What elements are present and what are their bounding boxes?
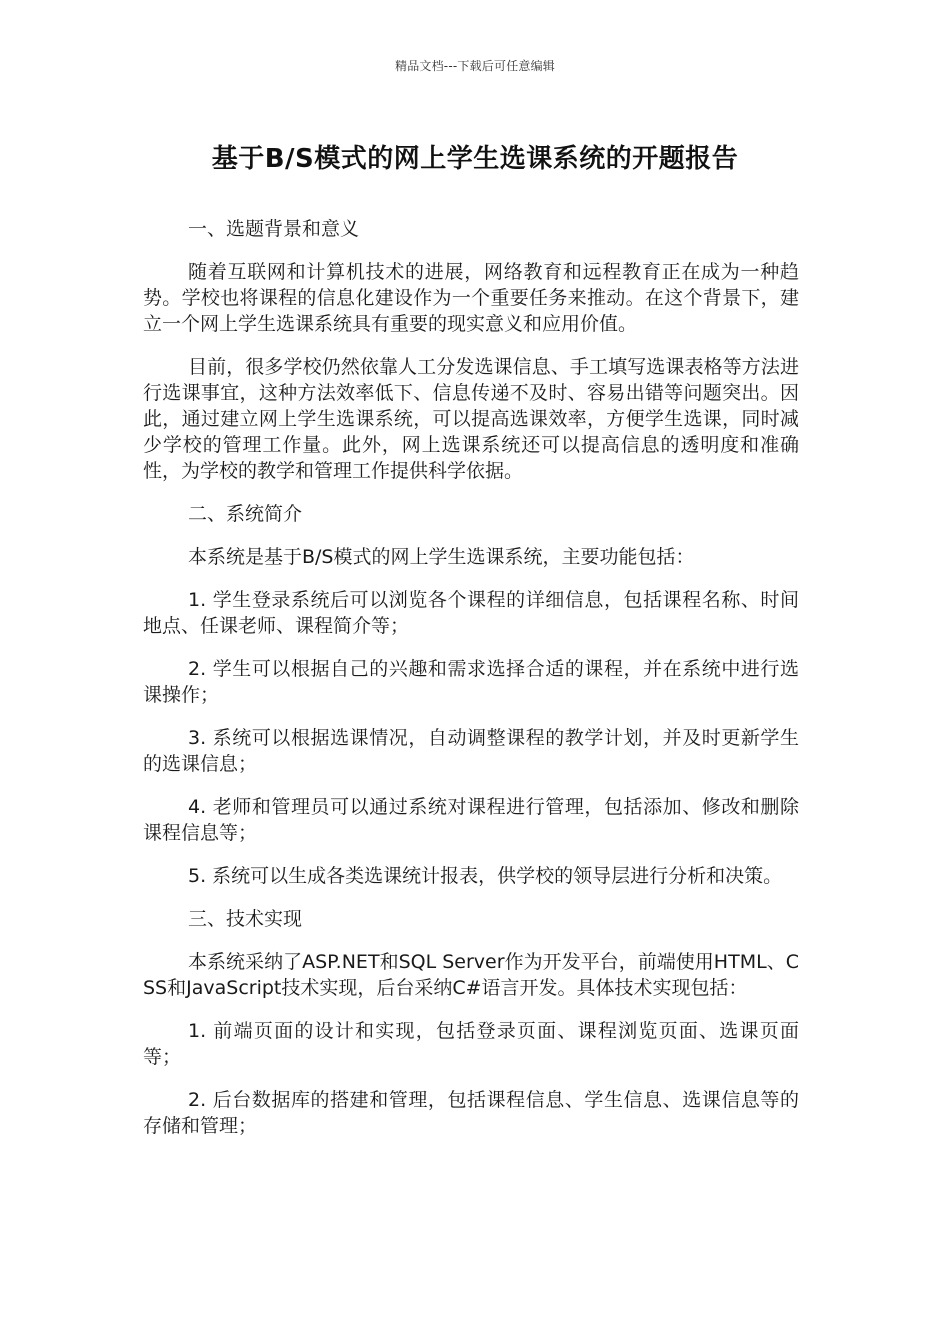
section-heading-tech: 三、技术实现: [188, 908, 303, 930]
list-item-feature-1: 1. 学生登录系统后可以浏览各个课程的详细信息，包括课程名称、时间地点、任课老师、课程简介等；: [143, 589, 799, 637]
paragraph-system-intro: 本系统是基于B/S模式的网上学生选课系统，主要功能包括：: [188, 546, 695, 568]
paragraph-background: 随着互联网和计算机技术的进展，网络教育和远程教育正在成为一种趋势。学校也将课程的信息化建设作为一个重要任务来推动。在这个背景下，建立一个网上学生选课系统具有重要的现实意义和应用价值。: [143, 261, 799, 335]
list-item-feature-5: 5. 系统可以生成各类选课统计报表，供学校的领导层进行分析和决策。: [188, 865, 783, 887]
document-body: [143, 216, 799, 1156]
list-item-tech-2: 2. 后台数据库的搭建和管理，包括课程信息、学生信息、选课信息等的存储和管理；: [143, 1089, 799, 1137]
section-heading-system-intro: 二、系统简介: [188, 503, 303, 525]
header-note: 精品文档---下载后可任意编辑: [395, 59, 555, 73]
section-heading-background: 一、选题背景和意义: [188, 218, 360, 240]
list-item-tech-1: 1. 前端页面的设计和实现，包括登录页面、课程浏览页面、选课页面等；: [143, 1020, 799, 1068]
paragraph-current-situation: 目前，很多学校仍然依靠人工分发选课信息、手工填写选课表格等方法进行选课事宜，这种方法效率低下、信息传递不及时、容易出错等问题突出。因此，通过建立网上学生选课系统，可以提高选课效率，方便学生选课，同时减少学校的管理工作量。此外，网上选课系统还可以提高信息的透明度和准确性，为学校的教学和管理工作提供科学依据。: [143, 356, 799, 482]
list-item-feature-3: 3. 系统可以根据选课情况，自动调整课程的教学计划，并及时更新学生的选课信息；: [143, 727, 799, 775]
paragraph-tech-intro: 本系统采纳了ASP.NET和SQL Server作为开发平台，前端使用HTML、CSS和JavaScript技术实现，后台采纳C#语言开发。具体技术实现包括：: [143, 951, 799, 999]
document-title: 基于B/S模式的网上学生选课系统的开题报告: [211, 144, 739, 174]
list-item-feature-4: 4. 老师和管理员可以通过系统对课程进行管理，包括添加、修改和删除课程信息等；: [143, 796, 799, 844]
list-item-feature-2: 2. 学生可以根据自己的兴趣和需求选择合适的课程，并在系统中进行选课操作；: [143, 658, 799, 706]
